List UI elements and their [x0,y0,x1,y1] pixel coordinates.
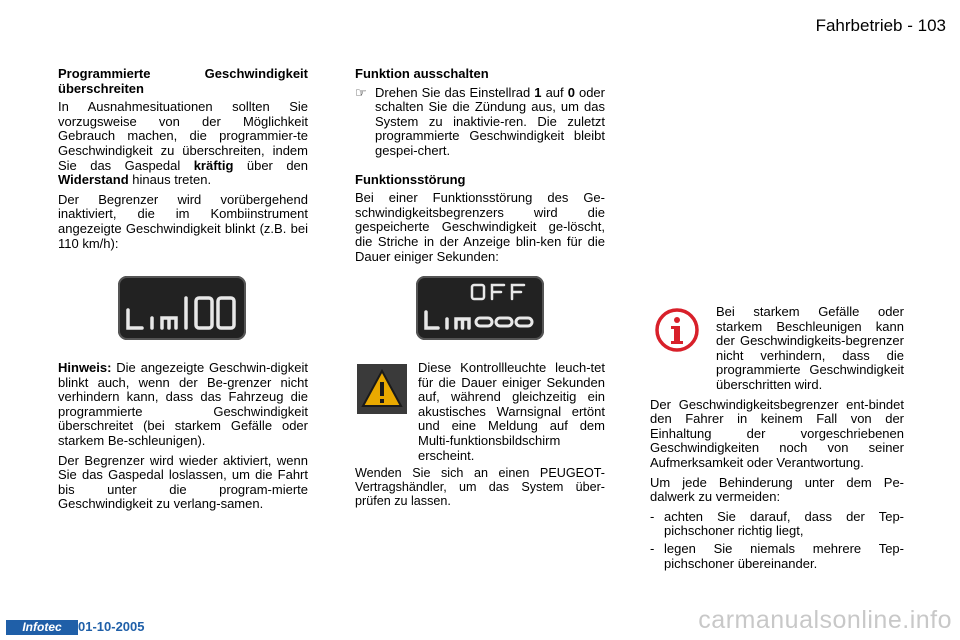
bold-run: kräftig [193,157,234,173]
instruction-item [355,86,605,159]
dash-bullet: - [650,508,655,524]
list-item [650,510,904,539]
paragraph-exceed [58,100,308,188]
text-run: In Ausnahmesituationen sollten Sie vorzugsweise von der Möglichkeit Gebrauch machen, die programmier-te Geschwindigkeit zu überschreiten, indem Sie das Gaspedal [58,99,308,173]
paragraph-responsibility: Der Geschwindigkeitsbegrenzer ent-bindet den Fahrer in keinem Fall von der Einhaltung der vorgeschriebenen Geschwindigkeiten noch von seiner Aufmerksamkeit oder Verantwortung. [650,396,904,470]
column-2 [355,67,605,269]
page-header [816,16,946,36]
text-run: über den [233,157,309,173]
list-item-text: legen Sie niemals mehrere Tep-pichschoner übereinander. [664,540,904,571]
section-title: Fahrbetrieb [815,16,903,35]
infotec-logo: Infotec [6,620,78,635]
column-2-lower [355,361,605,513]
paragraph-malfunction: Bei einer Funktionsstörung des Ge-schwindigkeitsbegrenzers wird die gespeicherte Geschwindigkeit ge-löscht, die Striche in der Anzeige blin-ken für die Dauer einiger Sekunden: [355,190,605,264]
header-separator: - [902,16,918,35]
warning-lamp-text [355,361,605,463]
dash-bullet: - [650,540,655,556]
bold-run: 0 [567,84,575,100]
heading-exceed-speed: Programmierte Geschwindigkeit überschreiten [58,66,308,96]
column-1 [58,67,308,256]
bold-run: Widerstand [58,172,129,188]
hand-pointer-icon: ☞ [355,84,367,100]
paragraph-reactivated: Der Begrenzer wird wieder aktiviert, wenn Sie das Gaspedal loslassen, um die Fahrt bis unter die program-mierte Geschwindigkeit zu verlang-samen. [58,452,308,512]
text-run: oder schalten Sie die Zündung aus, um das System zu inaktivie-ren. Die zuletzt programmierte Geschwindigkeit bleibt gespei-chert. [375,84,605,158]
lcd-off-dashes-display [416,276,544,340]
instruction-text [375,86,605,159]
lcd-segments-icon [416,276,544,340]
page-number: 103 [917,16,946,35]
text-run: Die angezeigte Geschwin-digkeit blinkt auch, wenn der Be-grenzer nicht verhindern kann, dass das Fahrzeug die programmierte Geschwindigkeit überschreitet (bei starkem Gefälle oder starkem Be-schleunigen). [58,360,308,448]
bold-run: 1 [534,84,542,100]
warn-text-run: Diese Kontrollleuchte leuch-tet für die Dauer einiger Sekunden auf, während gleichzeitig ein akustisches Warnsignal ertönt und eine Meldung auf dem Multi-funktionsbildschirm erscheint. [418,360,605,463]
lcd-segments-icon [118,276,246,340]
info-text [650,305,904,393]
note-label: Hinweis: [58,360,112,375]
footer-date: 01-10-2005 [78,619,145,634]
column-1-lower [58,361,308,517]
note-paragraph [58,361,308,449]
column-3 [650,305,904,574]
paragraph-pedals: Um jede Behinderung unter dem Pe-dalwerk zu vermeiden: [650,474,904,505]
text-run: hinaus treten. [128,172,212,188]
heading-switch-off: Funktion ausschalten [355,66,489,81]
list-item-text: achten Sie darauf, dass der Tep-pichschoner richtig liegt, [664,508,904,539]
text-run: auf [541,84,568,100]
paragraph-inactivated: Der Begrenzer wird vorübergehend inaktiviert, die im Kombiinstrument angezeigte Geschwindigkeit blinkt (z.B. bei 110 km/h): [58,191,308,251]
list-item [650,542,904,571]
info-text-run: Bei starkem Gefälle oder starkem Beschleunigen kann der Geschwindigkeits-begrenzer nicht verhindern, dass die programmierte Geschwindigkeit überschritten wird. [716,304,904,392]
lcd-limit-110-display [118,276,246,340]
heading-malfunction: Funktionsstörung [355,171,466,187]
watermark-text: carmanualsonline.info [698,606,952,634]
text-run: Drehen Sie das Einstellrad [375,84,535,100]
paragraph-dealer: Wenden Sie sich an einen PEUGEOT-Vertragshändler, um das System über-prüfen zu lassen. [355,466,605,509]
